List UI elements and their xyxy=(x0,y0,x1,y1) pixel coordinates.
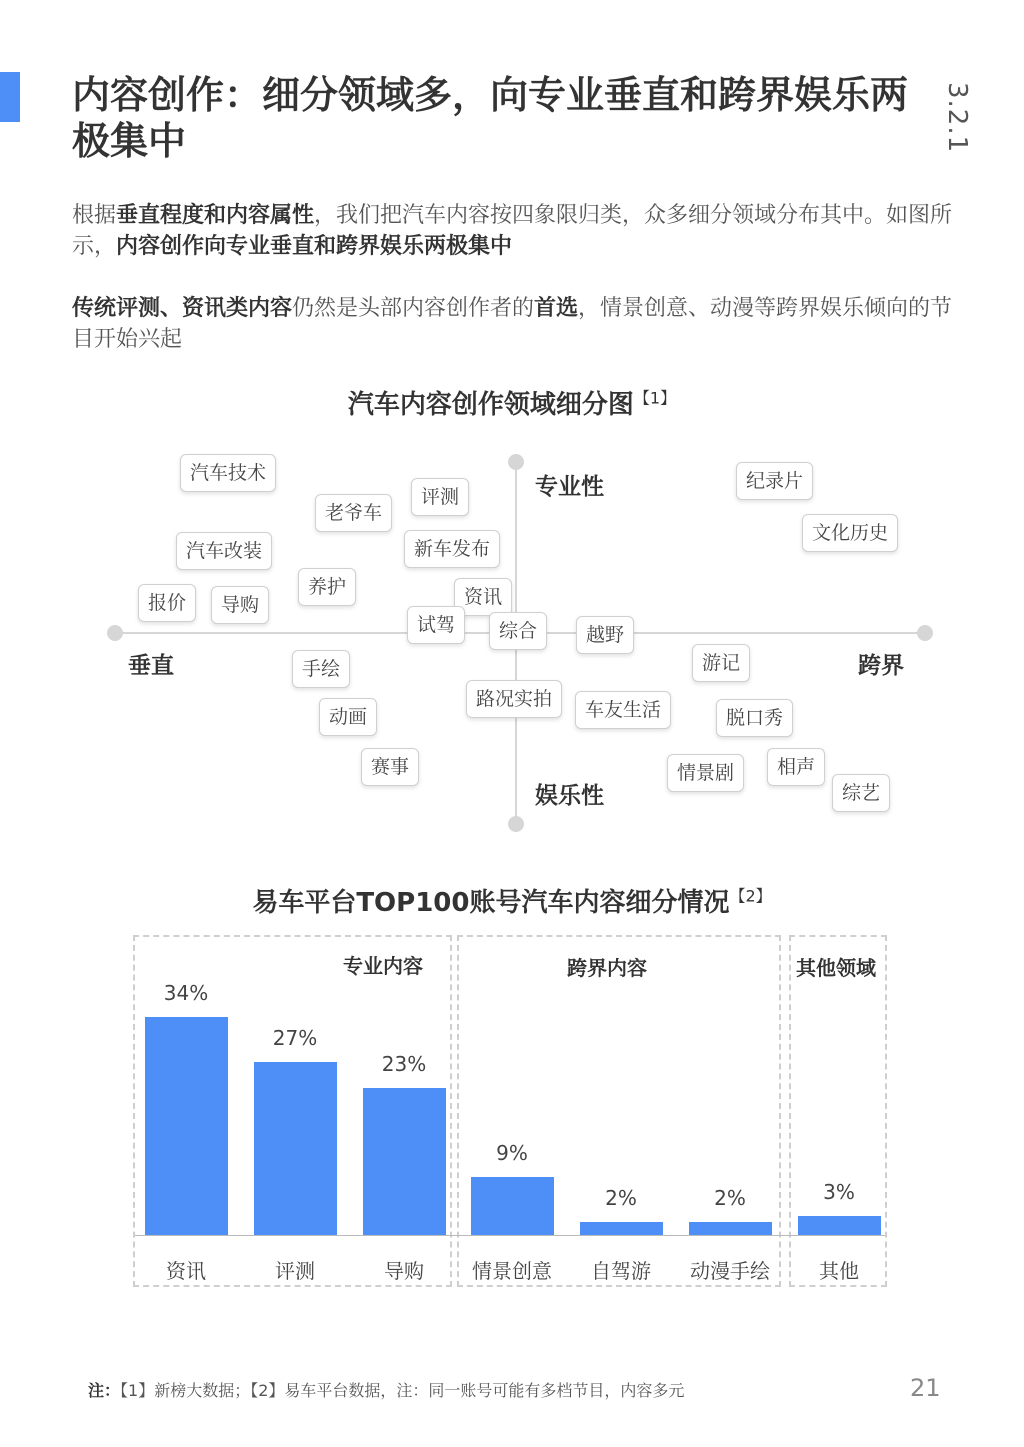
axis-label-bottom: 娱乐性 xyxy=(535,783,604,809)
tag-animation: 动画 xyxy=(319,698,377,736)
tag-review: 评测 xyxy=(411,478,469,516)
intro-p1-text-b: ，我们把汽车内容按四象限归类，众多细分领域分布其中。如图所示， xyxy=(72,203,953,259)
category-label: 资讯 xyxy=(166,1259,206,1283)
axis-label-top: 专业性 xyxy=(535,474,604,500)
intro-p2-bold-b: 首选 xyxy=(534,296,579,321)
intro-p2-text-b: ，情景创意、动漫等跨界娱乐倾向的节目开始兴起 xyxy=(72,296,953,352)
axis-end-bottom xyxy=(508,816,524,832)
tag-talk-show: 脱口秀 xyxy=(716,699,793,737)
bar-value-label: 34% xyxy=(163,981,209,1006)
accent-bar xyxy=(0,72,20,122)
bar-value-label: 2% xyxy=(605,1186,637,1211)
intro-p2-bold-a: 传统评测、资讯类内容 xyxy=(72,296,293,321)
axis-end-right xyxy=(917,625,933,641)
page-title: 内容创作：细分领域多，向专业垂直和跨界娱乐两极集中 xyxy=(72,73,909,163)
intro-p1-text-a: 根据 xyxy=(72,203,117,228)
bar xyxy=(580,1222,663,1235)
tag-buying-guide: 导购 xyxy=(211,586,269,624)
bar-value-label: 9% xyxy=(496,1141,528,1166)
bar xyxy=(363,1088,446,1235)
tag-racing: 赛事 xyxy=(361,748,419,786)
footnote xyxy=(88,1378,684,1401)
axis-label-left: 垂直 xyxy=(128,653,174,679)
tag-road-footage: 路况实拍 xyxy=(466,680,562,718)
category-label: 情景创意 xyxy=(472,1259,552,1283)
section-number: 3.2.1 xyxy=(942,82,972,154)
bar-chart-title-text: 易车平台TOP100账号汽车内容细分情况 xyxy=(252,888,730,918)
category-label: 动漫手绘 xyxy=(690,1259,770,1283)
quadrant-title-text: 汽车内容创作领域细分图 xyxy=(347,390,634,420)
bar xyxy=(145,1017,228,1235)
category-label: 导购 xyxy=(384,1259,424,1283)
tag-general: 综合 xyxy=(489,612,547,650)
tag-sitcom: 情景剧 xyxy=(667,754,744,792)
axis-label-right: 跨界 xyxy=(858,653,904,679)
intro-paragraph-1 xyxy=(72,200,972,262)
bar xyxy=(689,1222,772,1235)
group-title-professional: 专业内容 xyxy=(343,954,423,978)
intro-p2-text-a: 仍然是头部内容创作者的 xyxy=(292,296,535,321)
axis-end-top xyxy=(508,454,524,470)
tag-maintenance: 养护 xyxy=(298,568,356,606)
bar-value-label: 2% xyxy=(714,1186,746,1211)
bar-value-label: 23% xyxy=(381,1051,427,1076)
intro-paragraph-2 xyxy=(72,293,972,355)
tag-classic-car: 老爷车 xyxy=(315,494,392,532)
bar-value-label: 3% xyxy=(823,1179,855,1204)
page-number: 21 xyxy=(910,1374,941,1402)
tag-hand-drawing: 手绘 xyxy=(292,650,350,688)
quadrant-ref: 【1】 xyxy=(633,388,677,408)
group-title-other: 其他领域 xyxy=(796,956,876,980)
tag-new-car-launch: 新车发布 xyxy=(404,530,500,568)
footnote-label: 注： xyxy=(88,1381,121,1400)
tag-price: 报价 xyxy=(138,584,196,622)
category-label: 自驾游 xyxy=(591,1259,651,1283)
intro-p1-bold-b: 内容创作向专业垂直和跨界娱乐两极集中 xyxy=(116,234,513,259)
tag-test-drive: 试驾 xyxy=(407,606,465,644)
tag-crosstalk: 相声 xyxy=(767,748,825,786)
axis-end-left xyxy=(107,625,123,641)
bar-chart-ref: 【2】 xyxy=(729,886,772,906)
tag-documentary: 纪录片 xyxy=(736,462,813,500)
quadrant-map xyxy=(0,440,1024,840)
bar xyxy=(254,1062,337,1235)
bar xyxy=(798,1216,881,1235)
tag-variety: 综艺 xyxy=(832,774,890,812)
footnote-text: 【1】新榜大数据；【2】易车平台数据，注：同一账号可能有多档节目，内容多元 xyxy=(120,1381,685,1400)
tag-car-modding: 汽车改装 xyxy=(176,532,272,570)
category-label: 评测 xyxy=(275,1259,315,1283)
intro-p1-bold-a: 垂直程度和内容属性 xyxy=(116,203,315,228)
tag-off-road: 越野 xyxy=(576,616,634,654)
bar xyxy=(471,1177,554,1235)
quadrant-title xyxy=(0,384,1024,421)
x-axis-baseline xyxy=(135,1235,885,1236)
tag-travelogue: 游记 xyxy=(692,644,750,682)
bar-chart-title xyxy=(0,882,1024,919)
bar-value-label: 27% xyxy=(272,1026,318,1051)
bar-chart xyxy=(0,930,1024,1290)
group-title-crossover: 跨界内容 xyxy=(567,956,647,980)
tag-news: 资讯 xyxy=(454,578,512,616)
tag-car-club-life: 车友生活 xyxy=(575,691,671,729)
category-label: 其他 xyxy=(819,1259,859,1283)
tag-culture-history: 文化历史 xyxy=(802,514,898,552)
tag-car-tech: 汽车技术 xyxy=(180,454,276,492)
